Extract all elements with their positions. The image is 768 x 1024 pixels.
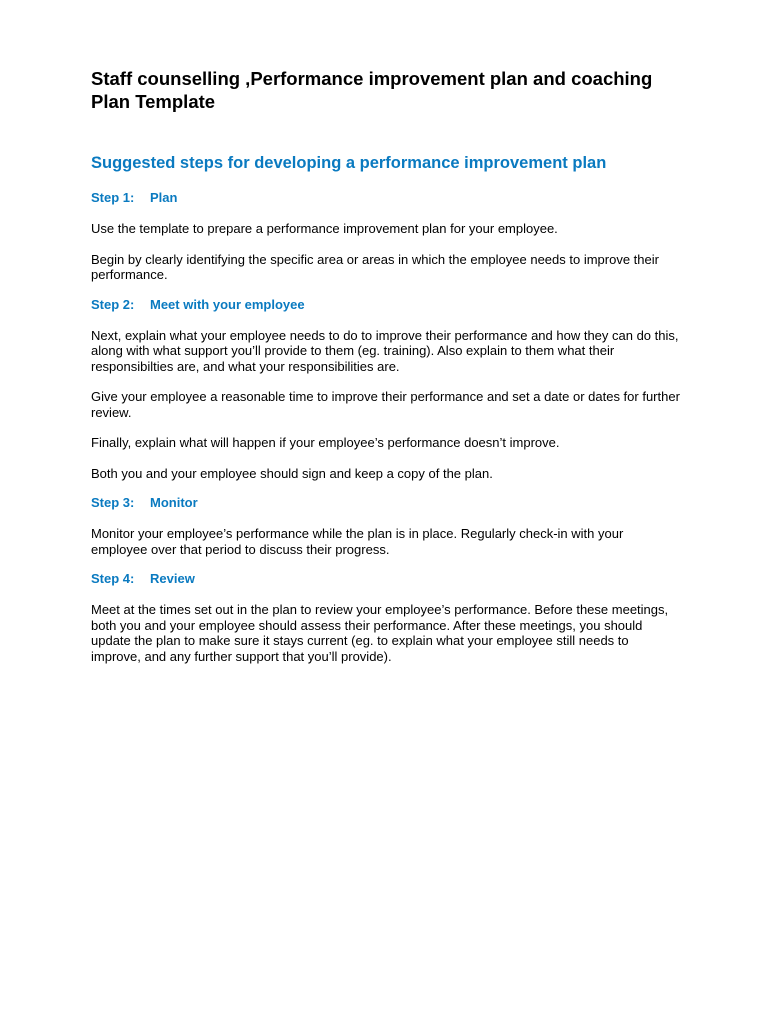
steps-container	[91, 190, 680, 664]
document-title: Staff counselling ,Performance improvement plan and coaching Plan Template	[91, 68, 653, 112]
step-2-paragraph: Finally, explain what will happen if your employee’s performance doesn’t improve.	[91, 435, 560, 450]
step-4-paragraph: Meet at the times set out in the plan to review your employee’s performance. Before these meetings, both you and your employee should assess their performance. After these meetings, you should update the plan to make sure it stays current (eg. to explain what your employee still needs to improve, and any further support that you’ll provide).	[91, 602, 669, 664]
step-3-paragraph: Monitor your employee’s performance while the plan is in place. Regularly check-in with your employee over that period to discuss their progress.	[91, 526, 624, 557]
step-2-paragraph: Next, explain what your employee needs to do to improve their performance and how they can do this, along with what support you’ll provide to them (eg. training). Also explain to them what their responsibilties are, and what your responsibilities are.	[91, 327, 679, 374]
step-name: Monitor	[150, 495, 198, 510]
step-name: Review	[150, 571, 195, 586]
step-number: Step 3:	[91, 495, 135, 510]
step-number: Step 1:	[91, 190, 135, 205]
step-number: Step 4:	[91, 571, 135, 586]
step-4-heading	[91, 571, 680, 587]
step-number: Step 2:	[91, 296, 135, 312]
step-1-paragraph: Begin by clearly identifying the specific area or areas in which the employee needs to improve their performance.	[91, 251, 659, 282]
step-3-heading	[91, 495, 680, 511]
step-name: Meet with your employee	[150, 296, 305, 312]
section-heading: Suggested steps for developing a performance improvement plan	[91, 154, 607, 172]
step-1-heading	[91, 190, 680, 206]
step-name: Plan	[150, 190, 178, 205]
step-2-paragraph: Give your employee a reasonable time to improve their performance and set a date or dates for further review.	[91, 389, 680, 420]
step-2-heading	[91, 297, 680, 313]
step-2-paragraph: Both you and your employee should sign and keep a copy of the plan.	[91, 465, 493, 481]
step-1-paragraph: Use the template to prepare a performance improvement plan for your employee.	[91, 221, 558, 236]
